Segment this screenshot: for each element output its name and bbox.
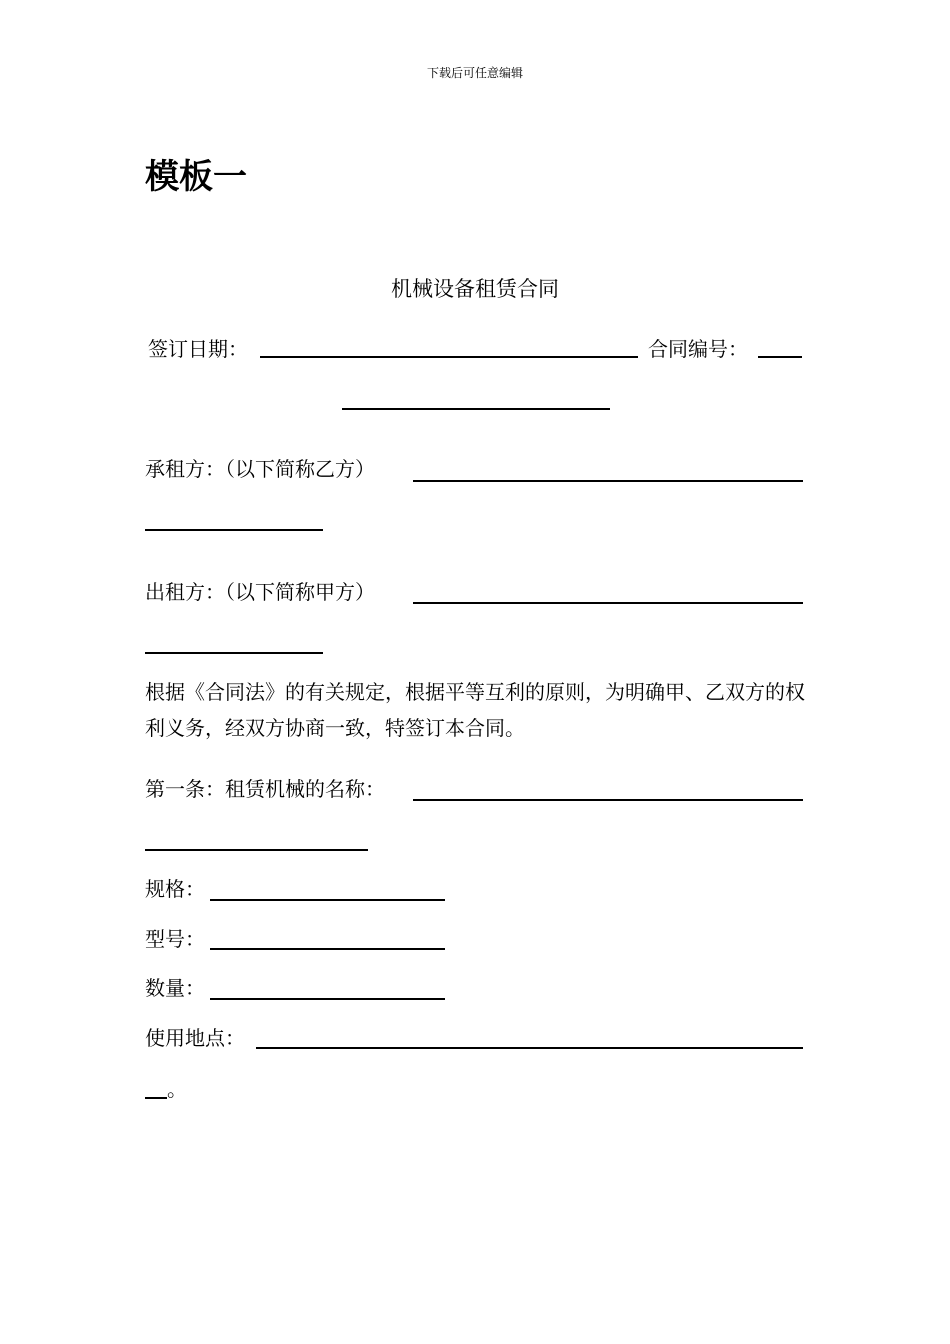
equipment-name-blank[interactable] [413, 799, 803, 801]
lessee-label: 承租方：（以下简称乙方） [145, 457, 375, 481]
spec-blank[interactable] [210, 899, 445, 901]
page-header-note: 下载后可任意编辑 [426, 66, 523, 80]
quantity-label: 数量： [145, 976, 205, 1000]
equipment-name-blank-continued[interactable] [145, 849, 368, 851]
spec-label: 规格： [145, 877, 205, 901]
template-title: 模板一 [145, 157, 247, 197]
quantity-blank[interactable] [210, 998, 445, 1000]
preamble-paragraph: 根据《合同法》的有关规定，根据平等互利的原则，为明确甲、乙双方的权利义务，经双方协商一致，特签订本合同。 [145, 680, 805, 740]
model-label: 型号： [145, 927, 205, 951]
lessor-blank-continued[interactable] [145, 652, 323, 654]
contract-number-blank[interactable] [758, 356, 802, 358]
location-end-mark: 。 [167, 1077, 187, 1101]
model-blank[interactable] [210, 948, 445, 950]
sign-date-blank[interactable] [260, 356, 638, 358]
article-1-label: 第一条：租赁机械的名称： [145, 777, 385, 801]
lessee-blank[interactable] [413, 480, 803, 482]
location-blank-continued[interactable] [145, 1097, 167, 1099]
contract-number-blank-continued[interactable] [342, 408, 610, 410]
contract-number-label: 合同编号： [648, 337, 748, 361]
lessor-label: 出租方：（以下简称甲方） [145, 580, 375, 604]
sign-date-label: 签订日期： [148, 337, 248, 361]
location-label: 使用地点： [145, 1026, 245, 1050]
lessee-blank-continued[interactable] [145, 529, 323, 531]
location-blank[interactable] [256, 1047, 803, 1049]
lessor-blank[interactable] [413, 602, 803, 604]
contract-title: 机械设备租赁合同 [391, 277, 559, 301]
